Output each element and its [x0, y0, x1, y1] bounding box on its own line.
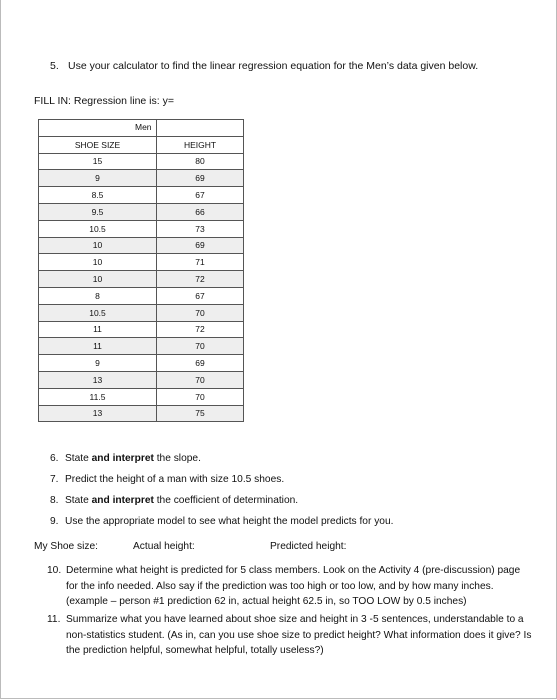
men-data-table — [38, 119, 244, 422]
shoe-size-cell: 11.5 — [39, 388, 157, 405]
height-cell: 69 — [157, 237, 244, 254]
table-row — [39, 271, 244, 288]
question-8 — [50, 493, 298, 509]
table-caption-cell — [135, 120, 244, 137]
table-row — [39, 187, 244, 204]
table-row — [39, 153, 244, 170]
height-cell: 67 — [157, 187, 244, 204]
height-cell: 69 — [157, 355, 244, 372]
question-number: 8. — [50, 495, 59, 506]
question-text-bold: and interpret — [91, 495, 154, 506]
question-number: 10. — [47, 565, 62, 576]
table-row — [39, 405, 244, 422]
shoe-size-cell: 9 — [39, 355, 157, 372]
shoe-size-cell: 10.5 — [39, 304, 157, 321]
table-row — [39, 203, 244, 220]
question-10 — [47, 563, 547, 610]
shoe-size-cell: 13 — [39, 405, 157, 422]
question-number: 5. — [50, 60, 59, 72]
column-header-height: HEIGHT — [157, 136, 244, 153]
table-row — [39, 338, 244, 355]
height-cell: 70 — [157, 371, 244, 388]
height-cell: 72 — [157, 271, 244, 288]
question-line: Summarize what you have learned about shoe size and height in 3 -5 sentences, understandable to a — [66, 614, 524, 625]
question-text: Use the appropriate model to see what height the model predicts for you. — [65, 516, 394, 527]
table-row — [39, 371, 244, 388]
actual-height-blank-label: Actual height: — [133, 541, 195, 552]
question-number: 11. — [47, 614, 61, 625]
height-cell: 70 — [157, 338, 244, 355]
question-number: 6. — [50, 453, 59, 464]
shoe-size-cell: 10 — [39, 254, 157, 271]
height-cell: 80 — [157, 153, 244, 170]
predicted-height-blank-label: Predicted height: — [270, 541, 347, 552]
question-number: 7. — [50, 474, 59, 485]
table-row — [39, 254, 244, 271]
height-cell: 66 — [157, 203, 244, 220]
question-number: 9. — [50, 516, 59, 527]
table-row — [39, 220, 244, 237]
table-row — [39, 170, 244, 187]
height-cell: 67 — [157, 287, 244, 304]
shoe-size-cell: 10 — [39, 271, 157, 288]
shoe-size-blank-label: My Shoe size: — [34, 541, 98, 552]
question-text-pre: State — [65, 495, 92, 506]
shoe-size-cell: 10 — [39, 237, 157, 254]
height-cell: 73 — [157, 220, 244, 237]
question-text: Predict the height of a man with size 10.5 shoes. — [65, 474, 285, 485]
shoe-size-cell: 11 — [39, 338, 157, 355]
question-line: for the info needed. Also say if the prediction was too high or too low, and by how many inches. — [66, 580, 494, 592]
shoe-size-cell: 9.5 — [39, 203, 157, 220]
table-row — [39, 388, 244, 405]
question-11 — [47, 612, 552, 659]
height-cell: 70 — [157, 304, 244, 321]
question-text: Use your calculator to find the linear regression equation for the Men’s data given below. — [68, 60, 479, 72]
question-text-pre: State — [65, 453, 92, 464]
table-body — [39, 153, 244, 422]
height-cell: 70 — [157, 388, 244, 405]
question-line: the prediction helpful, somewhat helpful, totally useless?) — [66, 645, 324, 656]
question-9 — [50, 514, 393, 530]
question-6 — [50, 451, 201, 467]
table-row — [39, 304, 244, 321]
shoe-size-cell: 10.5 — [39, 220, 157, 237]
shoe-size-cell: 9 — [39, 170, 157, 187]
shoe-size-cell: 8.5 — [39, 187, 157, 204]
height-cell: 71 — [157, 254, 244, 271]
question-text-bold: and interpret — [91, 453, 154, 464]
question-line: non-statistics student. (As in, can you use shoe size to predict height? What information does it give? Is — [66, 629, 532, 641]
table-row — [39, 287, 244, 304]
question-7 — [50, 472, 284, 488]
question-line: Determine what height is predicted for 5 class members. Look on the Activity 4 (pre-discussion) page — [66, 565, 521, 576]
height-cell: 69 — [157, 170, 244, 187]
table-row — [39, 321, 244, 338]
question-5 — [50, 60, 478, 72]
fill-in-regression-line: FILL IN: Regression line is: y= — [34, 95, 174, 107]
question-text-post: the slope. — [153, 453, 201, 464]
shoe-size-cell: 15 — [39, 153, 157, 170]
height-cell: 75 — [157, 405, 244, 422]
shoe-size-cell: 13 — [39, 371, 157, 388]
shoe-size-cell: 8 — [39, 287, 157, 304]
table-row — [39, 355, 244, 372]
height-cell: 72 — [157, 321, 244, 338]
column-header-shoe-size: SHOE SIZE — [39, 136, 157, 153]
table-caption: Men — [135, 122, 152, 132]
question-line: (example – person #1 prediction 62 in, actual height 62.5 in, so TOO LOW by 0.5 inches) — [66, 596, 467, 607]
shoe-size-cell: 11 — [39, 321, 157, 338]
question-text-post: the coefficient of determination. — [153, 495, 299, 506]
table-row — [39, 237, 244, 254]
